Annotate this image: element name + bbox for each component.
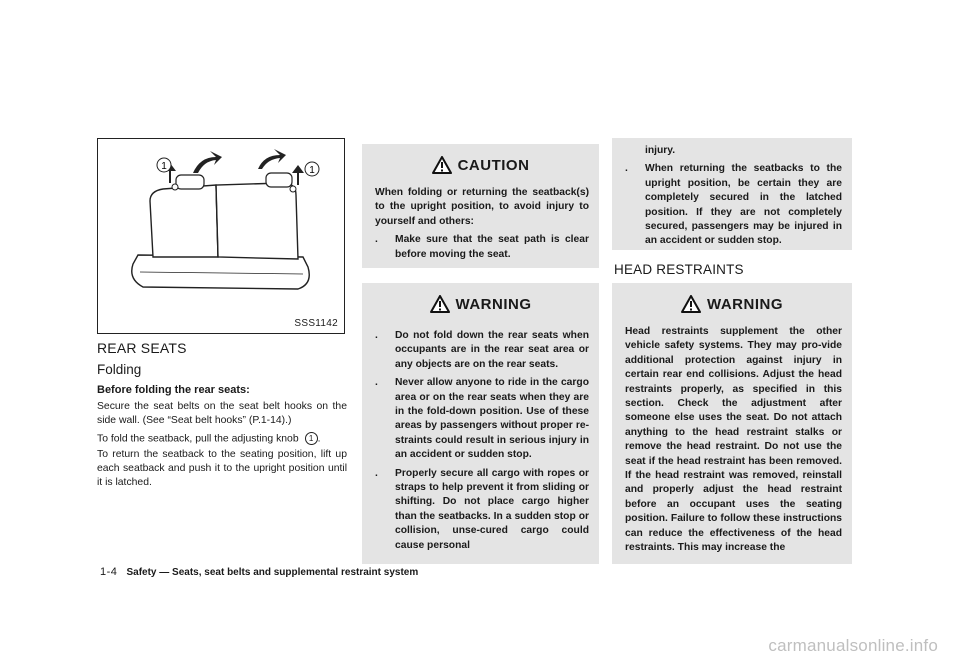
caution-bullet [362,233,599,262]
paragraph-fold-seatback [97,432,347,446]
watermark: carmanualsonline.info [768,636,938,655]
caution-header [362,144,599,186]
paragraph-fold-end: . [317,433,321,445]
warning-box-rear-seats [362,283,599,564]
bullet-mark: . [375,234,378,246]
warning-continued-box [612,138,852,250]
warning-triangle-icon [430,295,450,313]
warning-title: WARNING [455,295,532,313]
bullet-mark: . [375,330,378,341]
figure-code: SSS1142 [294,318,338,329]
svg-text:1: 1 [309,165,315,176]
marker-1-right [305,162,319,176]
paragraph-seat-belts: Secure the seat belts on the seat belt hooks on the side wall. (See “Seat belt hooks” (P.1-14).) [97,401,347,426]
caution-title: CAUTION [457,156,530,174]
continued-lead: injury. [645,145,676,156]
warning-header [612,283,852,325]
warning-bullet-text: Do not fold down the rear seats when occupants are in the rear seat area or any objects are on the rear seats. [395,330,589,370]
warning-bullet [362,376,599,462]
circled-number-1: 1 [305,432,318,445]
section-title-rear-seats: REAR SEATS [97,340,187,356]
bullet-mark: . [375,467,378,479]
page-footer [100,566,418,578]
warning-header [362,283,599,325]
paragraph-fold-text: To fold the seatback, pull the adjusting knob [97,433,299,445]
section-title-head-restraints: HEAD RESTRAINTS [614,262,744,277]
head-restraints-warning-text: Head restraints supplement the other vehicle safety systems. They may pro-vide additional protection against injury in certain rear end collisions. Adjust the head restraints properly, as specified in this section. Check the adjustment after someone else uses the seat. Do not attach anything to the head restraint stalks or remove the head restraint. Do not use the seat if the head restraint has been removed. If the head restraint was removed, reinstall and properly adjust the head restraint before an occupant uses the seating position. Failure to follow these instructions can reduce the effectiveness of the head restraints. This may increase the [625,326,842,554]
marker-1-left [157,158,171,172]
footer-title: Safety — Seats, seat belts and supplemental restraint system [126,567,419,578]
warning-triangle-icon [432,156,452,174]
bullet-mark: . [625,163,628,175]
bullet-mark: . [375,377,378,389]
caution-box [362,144,599,268]
warning-box-head-restraints [612,283,852,564]
warning-bullet [362,467,599,553]
page-number: 1-4 [100,566,118,578]
warning-bullet-text: Never allow anyone to ride in the cargo area or on the rear seats when they are in the fold-down position. Use of these areas by passengers without proper re-straints could result in serious injury in an accident or sudden stop. [395,377,589,461]
warning-title: WARNING [707,295,783,313]
warning-bullet [362,329,599,372]
warning-triangle-icon [681,295,701,313]
paragraph-return-seatback: To return the seatback to the seating position, lift up each seatback and push it to the upright position until it is latched. [97,449,347,488]
caution-bullet-text: Make sure that the seat path is clear before moving the seat. [395,234,589,260]
subsection-title-folding: Folding [97,362,142,377]
continued-bullet-text: When returning the seatbacks to the upright position, be certain they are completely secured in the latched position. If they are not completely secured, passengers may be injured in an accident or sudden stop. [645,163,842,247]
rear-seat-illustration [98,139,344,333]
caution-intro: When folding or returning the seatback(s) to the upright position, to avoid injury to yourself and others: [375,187,589,227]
continued-bullet [612,162,852,248]
rear-seat-figure [97,138,345,334]
sub-heading: Before folding the rear seats: [97,384,250,396]
warning-bullet-text: Properly secure all cargo with ropes or straps to help prevent it from sliding or shifting. Do not place cargo higher than the seatbacks. In a sudden stop or collision, unse-cured cargo could cause personal [395,467,589,551]
svg-text:1: 1 [161,161,167,172]
